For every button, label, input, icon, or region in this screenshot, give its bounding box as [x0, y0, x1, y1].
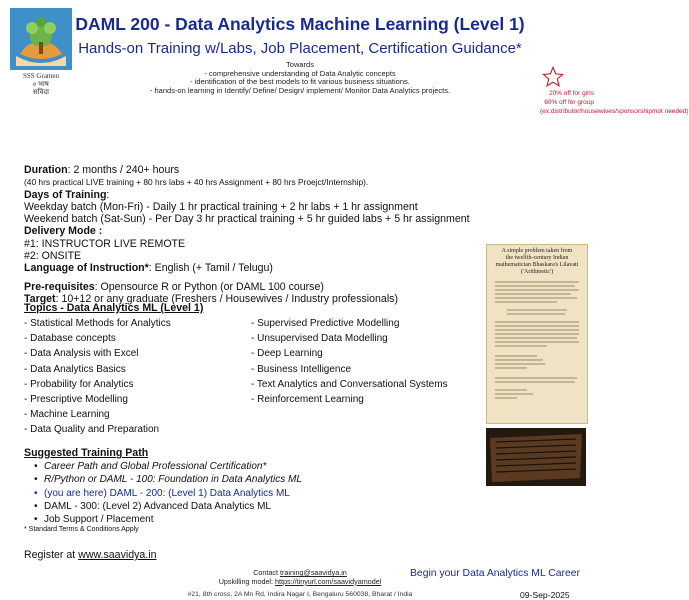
towards-line: - hands-on learning in Identify/ Define/ Design/ implement/ Monitor Data Analytics projects. — [149, 85, 451, 95]
logo-caption-line: e भाष — [33, 80, 49, 88]
book-text-lines — [487, 276, 587, 416]
topic-item: - Data Analytics Basics — [24, 363, 126, 375]
register-link[interactable]: www.saavidya.in — [78, 549, 157, 561]
offer-line: 20% off for girls — [548, 90, 594, 97]
delivery-option-2: #2: ONSITE — [24, 250, 82, 263]
terms-note: * Standard Terms & Conditions Apply — [24, 526, 139, 533]
manuscript-graphic — [486, 428, 586, 486]
page-subtitle: Hands-on Training w/Labs, Job Placement, Certification Guidance* — [78, 40, 522, 57]
prereq-label: Pre-requisites — [24, 280, 95, 293]
upskilling-link[interactable]: https://tinyurl.com/saavidyamodel — [275, 576, 382, 586]
logo-caption-line: SSS Gramen — [23, 72, 59, 80]
delivery-option-1: #1: INSTRUCTOR LIVE REMOTE — [24, 237, 186, 250]
path-item: • Job Support / Placement — [34, 513, 484, 526]
lilavati-book-image — [486, 244, 588, 424]
topic-item: - Machine Learning — [24, 409, 110, 421]
upskilling-label: Upskilling model: — [218, 576, 274, 586]
book-caption-line: the twelfth-century Indian — [505, 255, 569, 261]
topic-item: - Prescriptive Modelling — [24, 394, 128, 406]
weekday-batch: Weekday batch (Mon-Fri) - Daily 1 hr practical training + 2 hr labs + 1 hr assignment — [24, 200, 418, 213]
training-path-heading: Suggested Training Path — [24, 447, 149, 459]
target-value: : 10+12 or any graduate (Freshers / Housewives / Industry professionals) — [55, 292, 398, 305]
language-value: : English (+ Tamil / Telugu) — [148, 262, 273, 275]
topic-item: - Probability for Analytics — [24, 378, 134, 390]
path-item: • R/Python or DAML - 100: Foundation in Data Analytics ML — [34, 473, 484, 486]
topic-item: - Statistical Methods for Analytics — [24, 318, 171, 329]
towards-block — [0, 61, 600, 95]
language-row — [24, 262, 494, 274]
duration-note: (40 hrs practical LIVE training + 80 hrs labs + 40 hrs Assignment + 80 hrs Proejct/Internship). — [24, 177, 369, 188]
topics-column-2 — [251, 316, 481, 407]
logo-caption-line: सविदा — [33, 88, 49, 96]
towards-line: - comprehensive understanding of Data Analytic concepts — [204, 68, 396, 78]
duration-value: : 2 months / 240+ hours — [67, 164, 180, 176]
path-item: • Career Path and Global Professional Certification* — [34, 460, 484, 473]
delivery-label — [24, 225, 494, 237]
topic-item: - Data Quality and Preparation — [24, 424, 160, 436]
prereq-value: : Opensource R or Python (or DAML 100 course) — [94, 280, 324, 293]
document-date: 09-Sep-2025 — [520, 590, 570, 600]
weekend-batch: Weekend batch (Sat-Sun) - Per Day 3 hr practical training + 5 hr guided labs + 5 hr assignment — [24, 213, 470, 226]
topics-column-1 — [24, 316, 249, 438]
offer-line: 60% off for group — [544, 99, 594, 106]
training-path-list — [34, 460, 484, 526]
topic-item: - Text Analytics and Conversational Systems — [251, 378, 448, 390]
topic-item: - Database concepts — [24, 333, 116, 345]
register-label: Register at — [24, 549, 76, 561]
days-label: Days of Training — [24, 188, 107, 201]
topic-item: - Unsupervised Data Modelling — [251, 333, 388, 345]
upskilling-line — [0, 578, 600, 587]
star-icon — [542, 66, 564, 88]
manuscript-image — [486, 428, 586, 486]
duration-row — [24, 164, 494, 176]
target-label: Target — [24, 292, 56, 305]
book-caption — [487, 245, 587, 276]
book-caption-line: ('Arithmetic') — [520, 269, 554, 275]
contact-label: Contact — [253, 568, 278, 577]
days-row — [24, 189, 494, 201]
towards-line: - identification of the best models to fit various business situations. — [190, 77, 410, 87]
book-caption-line: mathematician Bhaskara's Lilavati — [495, 262, 579, 268]
path-item: • DAML - 300: (Level 2) Advanced Data Analytics ML — [34, 500, 484, 513]
address: #21, 8th cross, 2A Mn Rd, Indira Nagar I, Bengaluru 560038, Bharat / India — [187, 591, 413, 598]
page-title: DAML 200 - Data Analytics Machine Learning (Level 1) — [75, 14, 525, 34]
book-caption-line: A simple problem taken from — [501, 248, 573, 254]
topic-item: - Supervised Predictive Modelling — [251, 318, 400, 329]
topic-item: - Reinforcement Learning — [251, 394, 364, 406]
delivery-label-text: Delivery Mode : — [24, 225, 103, 238]
duration-label: Duration — [24, 164, 68, 176]
career-cta: Begin your Data Analytics ML Career — [410, 568, 580, 579]
towards-line: Towards — [286, 60, 314, 69]
topic-item: - Deep Learning — [251, 348, 323, 360]
topics-heading: Topics - Data Analytics ML (Level 1) — [24, 302, 204, 314]
contact-email-link[interactable]: training@saavidya.in — [279, 568, 347, 577]
topic-item: - Data Analysis with Excel — [24, 348, 139, 360]
path-item-current: • (you are here) DAML - 200: (Level 1) Data Analytics ML — [34, 487, 484, 500]
prereq-row — [24, 281, 494, 293]
language-label: Language of Instruction* — [24, 262, 149, 275]
offer-badge — [540, 64, 689, 118]
course-details — [24, 164, 494, 305]
offer-line: (ex:distributor/housewives/sponsorship/not needed) — [540, 108, 689, 115]
register-line — [24, 549, 157, 561]
topic-item: - Business Intelligence — [251, 363, 352, 375]
days-suffix: : — [106, 188, 110, 201]
